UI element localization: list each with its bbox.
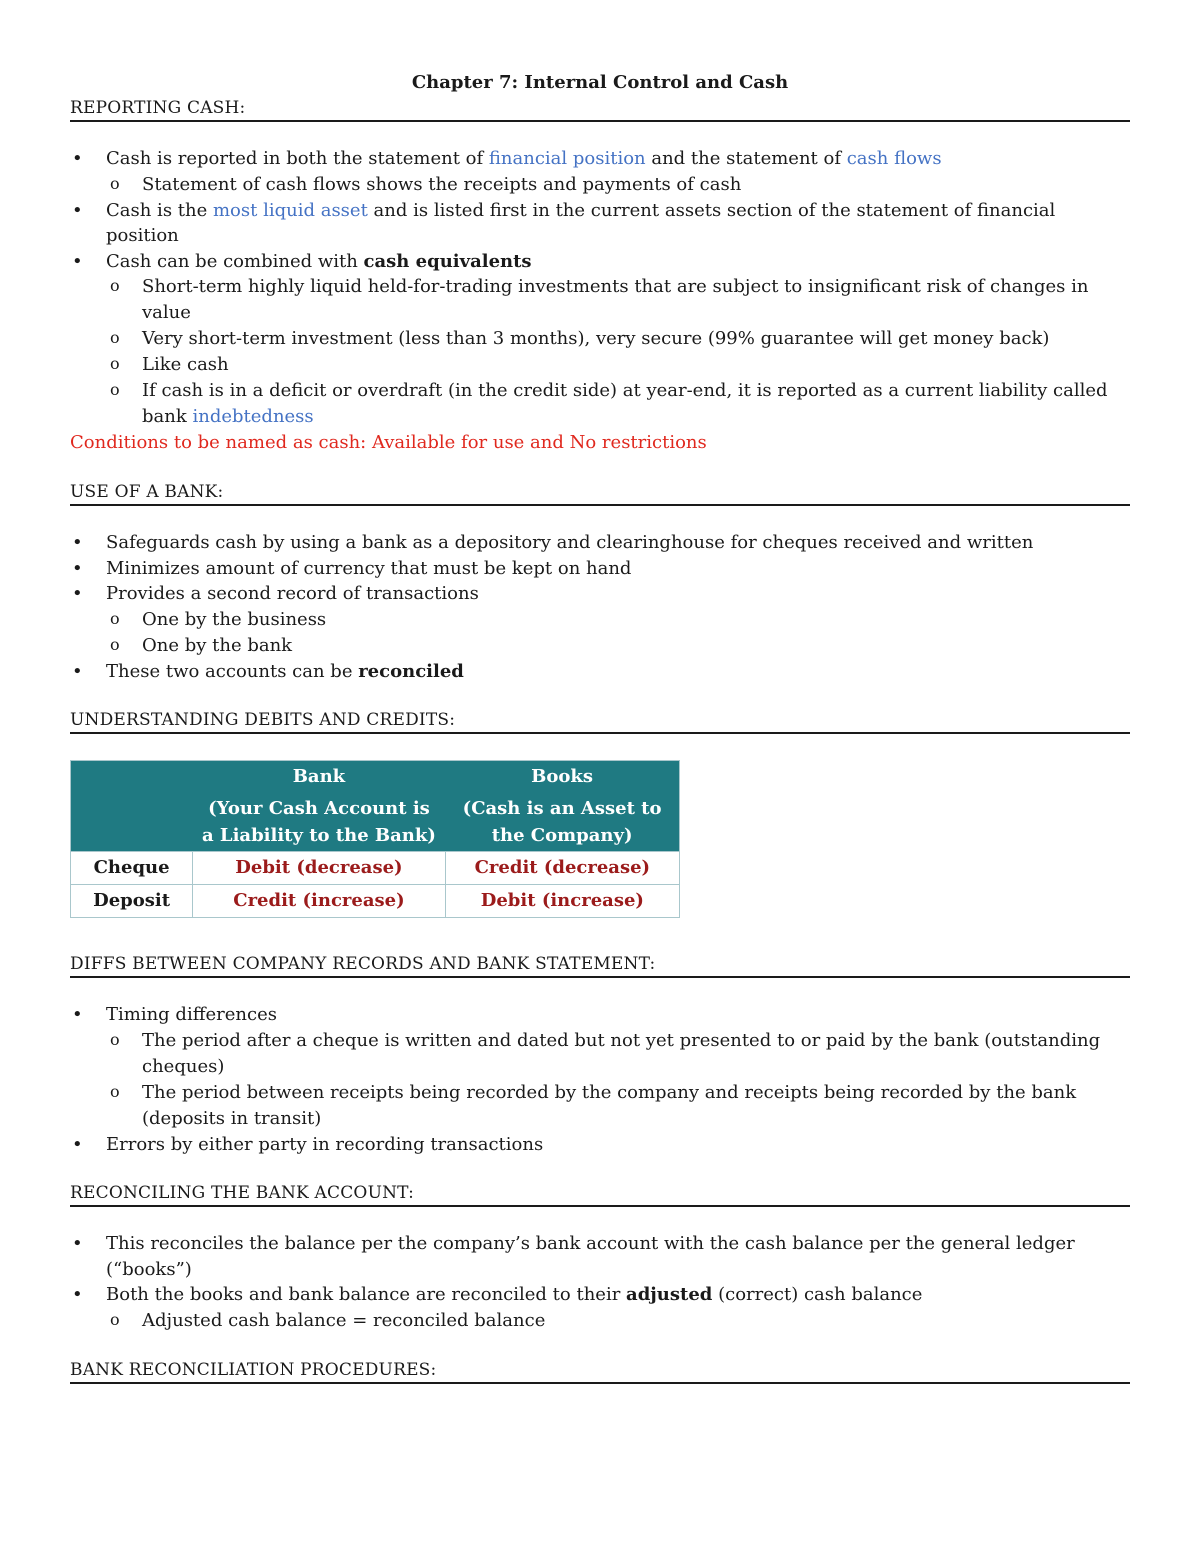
spacer (70, 1157, 1130, 1181)
debits-credits-table (70, 760, 680, 918)
sub-list-item: o Adjusted cash balance = reconciled balance (106, 1308, 1130, 1334)
text: Cash is reported in both the statement of (106, 148, 489, 169)
sub-list-item: o Very short-term investment (less than 3 months), very secure (99% guarantee will get money back) (106, 326, 1130, 352)
spacer (70, 1334, 1130, 1358)
column-subtitle: (Cash is an Asset to (462, 798, 662, 819)
table-header-row (71, 761, 680, 852)
text: If cash is in a deficit or overdraft (in the credit side) at year-end, it is reported as a current liability called bank (142, 380, 1108, 427)
document-page (70, 70, 1130, 1384)
list-item (70, 1282, 1130, 1334)
table-cell: Debit (decrease) (193, 852, 446, 885)
list-item: • Safeguards cash by using a bank as a depository and clearinghouse for cheques received and written (70, 530, 1130, 556)
list-item (70, 249, 1130, 431)
list-item (70, 1002, 1130, 1132)
term-most-liquid-asset: most liquid asset (212, 199, 368, 221)
text: and the statement of (645, 148, 847, 169)
conditions-note: Conditions to be named as cash: Available for use and No restrictions (70, 432, 707, 453)
column-subtitle: the Company) (491, 825, 633, 846)
sub-list-item (106, 378, 1130, 430)
list-item: • Minimizes amount of currency that must be kept on hand (70, 556, 1130, 582)
section-heading-reporting-cash: REPORTING CASH: (70, 96, 1130, 122)
section-heading-diffs: DIFFS BETWEEN COMPANY RECORDS AND BANK STATEMENT: (70, 952, 1130, 978)
sub-list (106, 607, 1130, 659)
text: Provides a second record of transactions (106, 583, 479, 604)
text: (correct) cash balance (712, 1284, 923, 1305)
section-heading-use-of-bank: USE OF A BANK: (70, 480, 1130, 506)
diffs-list (70, 1002, 1130, 1157)
list-item (70, 581, 1130, 659)
section-heading-debits-credits: UNDERSTANDING DEBITS AND CREDITS: (70, 708, 1130, 734)
column-subtitle: a Liability to the Bank) (201, 825, 436, 846)
column-header-bank (193, 761, 446, 852)
column-title: Books (531, 766, 594, 787)
text: Cash is the (106, 199, 213, 221)
row-label: Deposit (71, 885, 193, 918)
column-subtitle: (Your Cash Account is (208, 798, 430, 819)
term-adjusted: adjusted (626, 1284, 713, 1305)
list-item (70, 198, 1130, 249)
list-item: • This reconciles the balance per the company’s bank account with the cash balance per the general ledger (“books”) (70, 1231, 1130, 1282)
use-of-bank-list (70, 530, 1130, 684)
table-cell: Credit (increase) (193, 885, 446, 918)
list-item: • Errors by either party in recording transactions (70, 1132, 1130, 1158)
term-financial-position: financial position (488, 148, 646, 169)
column-header-books (445, 761, 679, 852)
table-row (71, 885, 680, 918)
sub-list-item: o One by the bank (106, 633, 1130, 659)
term-reconciled: reconciled (358, 660, 464, 682)
section-heading-reconciling: RECONCILING THE BANK ACCOUNT: (70, 1181, 1130, 1207)
table-cell: Debit (increase) (445, 885, 679, 918)
sub-list (106, 1308, 1130, 1334)
text: and is listed first in the current assets section of the statement of financial position (106, 199, 1056, 246)
table-row (71, 852, 680, 885)
spacer (70, 456, 1130, 480)
sub-list-item: o The period after a cheque is written and dated but not yet presented to or paid by the bank (outstanding cheques) (106, 1028, 1130, 1080)
term-cash-flows: cash flows (846, 148, 942, 169)
table-cell: Credit (decrease) (445, 852, 679, 885)
term-cash-equivalents: cash equivalents (363, 250, 532, 272)
reconciling-list (70, 1231, 1130, 1334)
term-indebtedness: indebtedness (192, 406, 314, 427)
sub-list-item: o The period between receipts being recorded by the company and receipts being recorded by the bank (deposits in transit) (106, 1080, 1130, 1132)
text: Both the books and bank balance are reconciled to their (106, 1284, 627, 1305)
sub-list-item: o Statement of cash flows shows the receipts and payments of cash (106, 172, 1130, 198)
sub-list (106, 1028, 1130, 1132)
text: These two accounts can be (106, 660, 359, 682)
reporting-cash-list (70, 146, 1130, 430)
text: Timing differences (106, 1004, 277, 1025)
sub-list (106, 172, 1130, 198)
row-label: Cheque (71, 852, 193, 885)
table-corner-cell (71, 761, 193, 852)
list-item (70, 659, 1130, 685)
sub-list-item: o Short-term highly liquid held-for-trading investments that are subject to insignificant risk of changes in value (106, 274, 1130, 326)
sub-list-item: o Like cash (106, 352, 1130, 378)
sub-list-item: o One by the business (106, 607, 1130, 633)
column-title: Bank (292, 766, 346, 787)
spacer (70, 684, 1130, 708)
list-item (70, 146, 1130, 198)
spacer (70, 918, 1130, 952)
text: Cash can be combined with (106, 250, 364, 272)
section-heading-procedures: BANK RECONCILIATION PROCEDURES: (70, 1358, 1130, 1384)
page-title: Chapter 7: Internal Control and Cash (411, 72, 789, 93)
sub-list (106, 274, 1130, 430)
